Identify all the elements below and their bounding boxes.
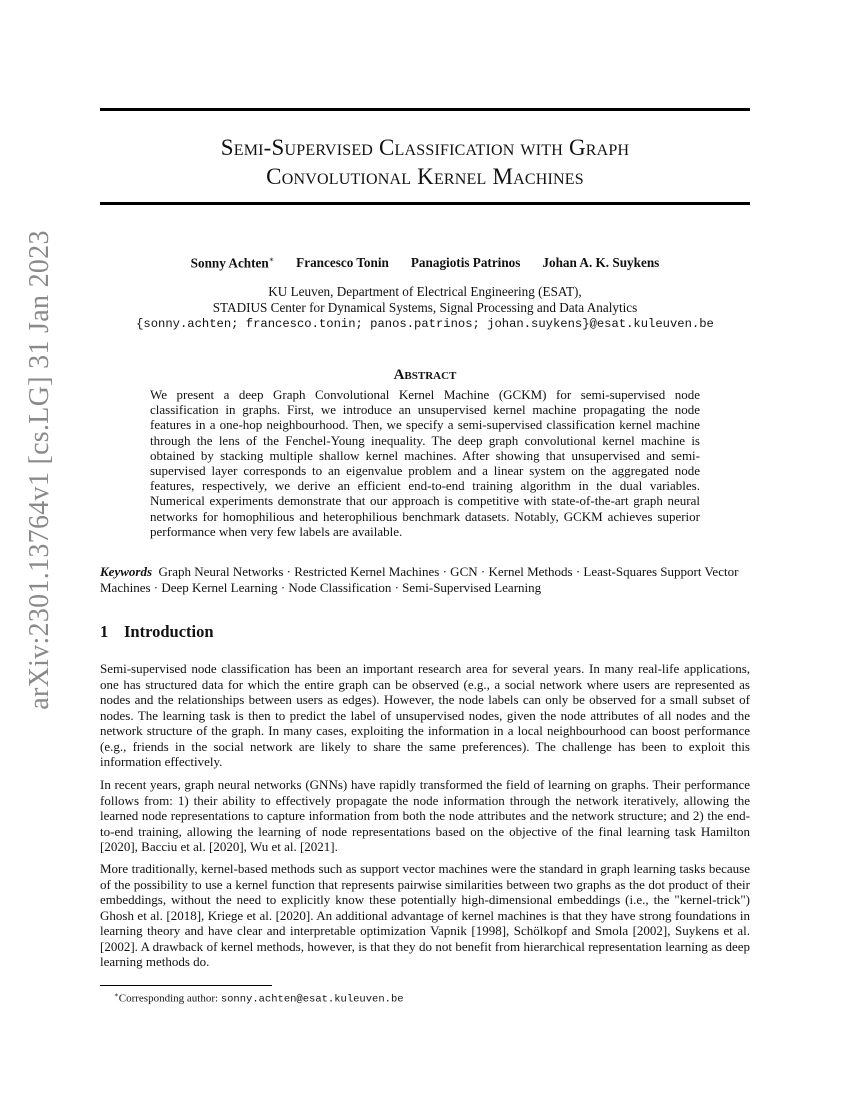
body-paragraph: More traditionally, kernel-based methods such as support vector machines were the standard in graph learning tasks because of the possibility to use a kernel function that represents pairwise similarities between two graphs as the dot product of their embeddings, without the need to explicitly know these potentially high-dimensional embeddings (i.e., the "kernel-trick") Ghosh et al. [2018], Kriege et al. [2020]. An additional advantage of kernel machines is that they have strong foundations in learning theory and have clear and interpretable optimization Vapnik [1998], Schölkopf and Smola [2002], Suykens et al. [2002]. A drawback of kernel methods, however, is that they do not benefit from hierarchical representation learning as deep learning methods do. (100, 861, 750, 969)
author-list (100, 255, 750, 271)
keywords-text: Graph Neural Networks · Restricted Kernel Machines · GCN · Kernel Methods · Least-Squares Support Vector Machines · Deep Kernel Learning · Node Classification · Semi-Supervised Learning (100, 564, 739, 595)
section-title: Introduction (124, 622, 214, 641)
section-heading (100, 622, 214, 642)
title-line-2: Convolutional Kernel Machines (266, 164, 584, 189)
title-bottom-rule (100, 202, 750, 205)
title-line-1: Semi-Supervised Classification with Graph (220, 135, 630, 160)
author: Johan A. K. Suykens (542, 255, 660, 270)
author: Francesco Tonin (296, 255, 389, 270)
title-top-rule (100, 108, 750, 111)
author-emails: {sonny.achten; francesco.tonin; panos.patrinos; johan.suykens}@esat.kuleuven.be (136, 317, 714, 331)
author-footnote-mark: ∗ (268, 255, 275, 264)
body-paragraph: In recent years, graph neural networks (GNNs) have rapidly transformed the field of learning on graphs. Their performance follows from: 1) their ability to effectively propagate the node information through the network iteratively, allowing the learned node representations to capture information from both the node attributes and the network structure; and 2) the end-to-end training, allowing the learning of node representations based on the objective of the final learning task Hamilton [2020], Bacciu et al. [2020], Wu et al. [2021]. (100, 777, 750, 854)
author: Panagiotis Patrinos (410, 255, 521, 270)
affiliation (100, 284, 750, 332)
abstract-body: We present a deep Graph Convolutional Kernel Machine (GCKM) for semi-supervised node classification in graphs. First, we introduce an unsupervised kernel machine propagating the node features in a one-hop neighbourhood. Then, we specify a semi-supervised classification kernel machine through the lens of the Fenchel-Young inequality. The deep graph convolutional kernel machine is obtained by stacking multiple shallow kernel machines. After showing that unsupervised and semi-supervised layer corresponds to an eigenvalue problem and a linear system on the aggregated node features, respectively, we derive an efficient end-to-end training algorithm in the dual variables. Numerical experiments demonstrate that our approach is competitive with state-of-the-art graph neural networks for homophilious and heterophilious benchmark datasets. Notably, GCKM achieves superior performance when very few labels are available. (150, 387, 700, 539)
footnote-rule (100, 985, 272, 986)
footnote-mark: ∗ (114, 991, 119, 999)
keywords (100, 564, 750, 595)
abstract-heading: Abstract (393, 367, 457, 383)
body-paragraph: Semi-supervised node classification has been an important research area for several years. In many real-life applications, one has structured data for which the entire graph can be observed (e.g., a social network where users are represented as nodes and the relationships between users as edges). However, the node labels can only be observed for a small subset of nodes. The learning task is then to predict the label of unsupervised nodes, given the node attributes of all nodes and the network structure of the graph. In many cases, exploiting the information in a local neighbourhood can boost performance (e.g., friends in the social network are likely to share the same preferences). The challenge has been to exploit this information effectively. (100, 661, 750, 769)
arxiv-identifier: arXiv:2301.13764v1 [cs.LG] 31 Jan 2023 (24, 230, 55, 710)
author: Sonny Achten∗ (190, 255, 275, 271)
affiliation-line-2: STADIUS Center for Dynamical Systems, Signal Processing and Data Analytics (212, 300, 638, 315)
footnote (114, 991, 404, 1006)
footnote-email: sonny.achten@esat.kuleuven.be (220, 993, 404, 1006)
affiliation-line-1: KU Leuven, Department of Electrical Engineering (ESAT), (268, 284, 582, 299)
section-number: 1 (100, 622, 109, 641)
footnote-label: Corresponding author: (118, 992, 219, 1005)
keywords-label: Keywords (100, 564, 152, 579)
paper-title (100, 133, 750, 191)
